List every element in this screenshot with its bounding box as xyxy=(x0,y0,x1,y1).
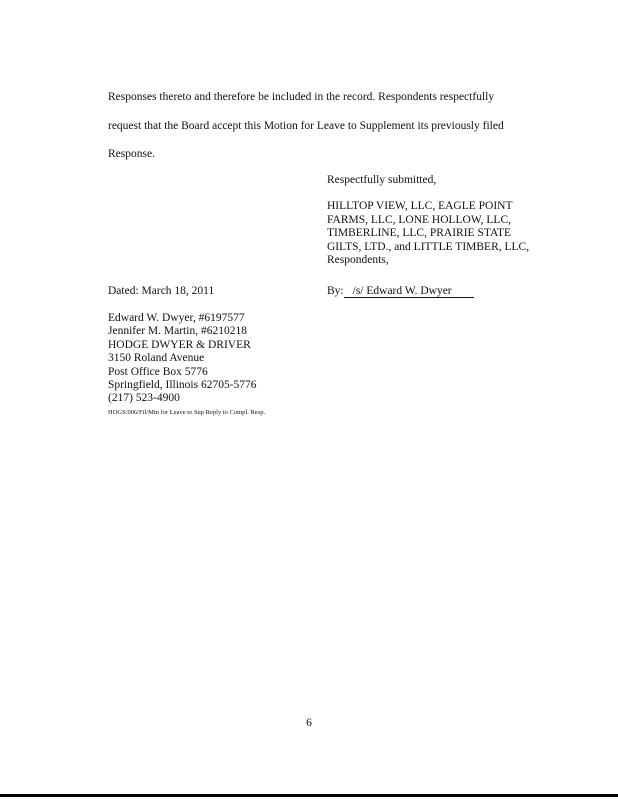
counsel-line: Post Office Box 5776 xyxy=(108,365,208,378)
page-number: 6 xyxy=(306,717,312,729)
respondents-line: GILTS, LTD., and LITTLE TIMBER, LLC, xyxy=(327,240,530,253)
dated-line: Dated: March 18, 2011 xyxy=(108,285,215,297)
counsel-line: Springfield, Illinois 62705-5776 xyxy=(108,379,257,392)
counsel-line: 3150 Roland Avenue xyxy=(108,352,205,365)
respondents-line: TIMBERLINE, LLC, PRAIRIE STATE xyxy=(327,227,512,240)
counsel-block xyxy=(108,312,257,406)
body-text-line-3: Response. xyxy=(108,148,155,160)
counsel-line: (217) 523-4900 xyxy=(108,392,180,405)
counsel-line: HODGE DWYER & DRIVER xyxy=(108,338,251,351)
respondents-line: Respondents, xyxy=(327,254,389,267)
page-bottom-rule xyxy=(0,794,618,797)
by-label: By: xyxy=(327,285,344,297)
counsel-line: Edward W. Dwyer, #6197577 xyxy=(108,312,245,324)
document-reference: HOGS:006/Fil/Mtn for Leave to Sup Reply to Compl. Resp. xyxy=(108,409,266,416)
counsel-line: Jennifer M. Martin, #6210218 xyxy=(108,325,247,338)
respondents-line: HILLTOP VIEW, LLC, EAGLE POINT xyxy=(327,200,513,212)
respondents-line: FARMS, LLC, LONE HOLLOW, LLC, xyxy=(327,213,511,226)
closing-text: Respectfully submitted, xyxy=(327,174,437,186)
signature-line xyxy=(327,284,474,298)
body-text-line-2: request that the Board accept this Motion for Leave to Supplement its previously filed xyxy=(108,120,504,132)
electronic-signature: /s/ Edward W. Dwyer xyxy=(344,285,474,298)
respondents-block xyxy=(327,200,529,268)
body-text-line-1: Responses thereto and therefore be included in the record. Respondents respectfully xyxy=(108,91,495,103)
